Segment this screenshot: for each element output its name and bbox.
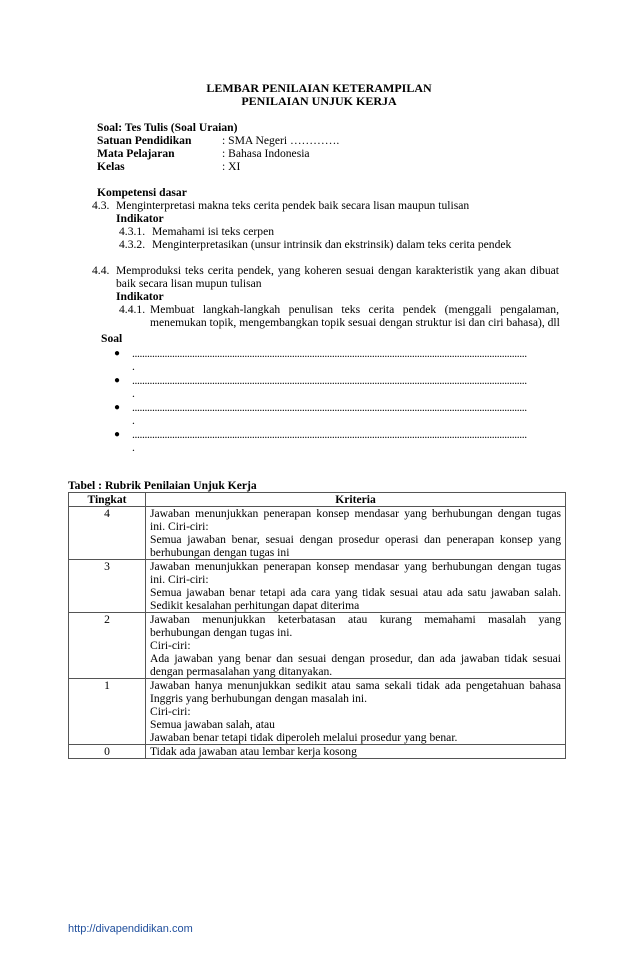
criteria-line: ini. Ciri-ciri:	[150, 520, 209, 533]
indicator-num: 4.3.1.	[119, 225, 146, 238]
indicator-num: 4.4.1.	[119, 303, 146, 316]
criteria-line: berhubungan dengan tugas ini	[150, 546, 290, 559]
indicator-text: Memahami isi teks cerpen	[152, 225, 275, 238]
table-row	[69, 613, 566, 679]
criteria-cell	[146, 745, 566, 759]
bullet-icon: ●	[114, 402, 121, 413]
table-row	[69, 560, 566, 613]
answer-line: ..............................................................................................................................................................	[132, 374, 527, 387]
header-kriteria: Kriteria	[146, 493, 566, 507]
kd2-number: 4.4.	[92, 264, 110, 277]
bullet-icon: ●	[114, 348, 121, 359]
criteria-line: Sedikit kesalahan perhitungan dapat diterima	[150, 599, 360, 612]
criteria-line: ini. Ciri-ciri:	[150, 573, 209, 586]
kd2-text-line2: baik secara lisan mupun tulisan	[116, 277, 262, 290]
info-value-kelas: : XI	[222, 160, 241, 173]
info-value-satuan: : SMA Negeri ………….	[222, 134, 340, 147]
indicator-text: Menginterpretasikan (unsur intrinsik dan ekstrinsik) dalam teks cerita pendek	[152, 238, 512, 251]
table-caption: Tabel : Rubrik Penilaian Unjuk Kerja	[68, 479, 257, 492]
criteria-line: Jawaban benar tetapi tidak diperoleh melalui prosedur yang benar.	[150, 731, 458, 744]
info-label-satuan: Satuan Pendidikan	[97, 134, 192, 147]
criteria-line: Jawaban menunjukkan penerapan konsep mendasar yang berhubungan dengan tugas	[150, 560, 561, 573]
criteria-cell	[146, 560, 566, 613]
answer-line-end: .	[132, 360, 135, 373]
table-row	[69, 679, 566, 745]
info-label-kelas: Kelas	[97, 160, 125, 173]
criteria-cell	[146, 507, 566, 560]
criteria-line: dengan permasalahan yang ditanyakan.	[150, 665, 333, 678]
criteria-line: Jawaban menunjukkan keterbatasan atau kurang memahami masalah yang	[150, 613, 561, 626]
info-label-mapel: Mata Pelajaran	[97, 147, 175, 160]
soal-type: Soal: Tes Tulis (Soal Uraian)	[97, 121, 238, 134]
criteria-line: Semua jawaban salah, atau	[150, 718, 275, 731]
footer-link[interactable]: http://divapendidikan.com	[68, 923, 193, 935]
level-cell: 1	[69, 679, 146, 745]
criteria-line: Jawaban hanya menunjukkan sedikit atau sama sekali tidak ada pengetahuan bahasa	[150, 679, 561, 692]
kd2-indicator-line1: Membuat langkah-langkah penulisan teks cerita pendek (menggali pengalaman,	[150, 303, 559, 316]
criteria-cell	[146, 613, 566, 679]
level-cell: 2	[69, 613, 146, 679]
criteria-line: Ciri-ciri:	[150, 705, 191, 718]
kompetensi-heading: Kompetensi dasar	[97, 186, 187, 199]
kd1-indikator-label: Indikator	[116, 212, 164, 225]
criteria-line: Ada jawaban yang benar dan sesuai dengan prosedur, dan ada jawaban tidak sesuai	[150, 652, 561, 665]
table-row	[69, 745, 566, 759]
indicator-num: 4.3.2.	[119, 238, 146, 251]
answer-line-end: .	[132, 414, 135, 427]
criteria-line: Semua jawaban benar, sesuai dengan prosedur operasi dan penerapan konsep yang	[150, 533, 561, 546]
answer-line-end: .	[132, 387, 135, 400]
soal-label: Soal	[101, 332, 123, 345]
criteria-line: Semua jawaban benar tetapi ada cara yang tidak sesuai atau ada satu jawaban salah.	[150, 586, 561, 599]
answer-line-end: .	[132, 441, 135, 454]
criteria-line: berhubungan dengan tugas ini.	[150, 626, 293, 639]
bullet-icon: ●	[114, 429, 121, 440]
answer-line: ..............................................................................................................................................................	[132, 401, 527, 414]
level-cell: 3	[69, 560, 146, 613]
criteria-line: Inggris yang berhubungan dengan masalah ini.	[150, 692, 368, 705]
criteria-line: Ciri-ciri:	[150, 639, 191, 652]
kd2-indicator-line2: menemukan topik, mengembangkan topik sesuai dengan struktur isi dan ciri bahasa), dll	[150, 316, 560, 329]
kd2-indikator-label: Indikator	[116, 290, 164, 303]
page-title: LEMBAR PENILAIAN KETERAMPILAN	[206, 81, 432, 95]
criteria-line: Tidak ada jawaban atau lembar kerja kosong	[150, 745, 357, 758]
level-cell: 0	[69, 745, 146, 759]
criteria-cell	[146, 679, 566, 745]
page-subtitle: PENILAIAN UNJUK KERJA	[241, 94, 397, 108]
bullet-icon: ●	[114, 375, 121, 386]
header-tingkat: Tingkat	[69, 493, 146, 507]
level-cell: 4	[69, 507, 146, 560]
answer-line: ..............................................................................................................................................................	[132, 347, 527, 360]
table-header-row	[69, 493, 566, 507]
kd2-text-line1: Memproduksi teks cerita pendek, yang koheren sesuai dengan karakteristik yang akan dibuat	[116, 264, 559, 277]
kd1-text: Menginterpretasi makna teks cerita pendek baik secara lisan maupun tulisan	[116, 199, 470, 212]
info-value-mapel: : Bahasa Indonesia	[222, 147, 310, 160]
criteria-line: Jawaban menunjukkan penerapan konsep mendasar yang berhubungan dengan tugas	[150, 507, 561, 520]
table-row	[69, 507, 566, 560]
kd1-number: 4.3.	[92, 199, 110, 212]
rubric-table	[68, 492, 566, 759]
answer-line: ..............................................................................................................................................................	[132, 428, 527, 441]
